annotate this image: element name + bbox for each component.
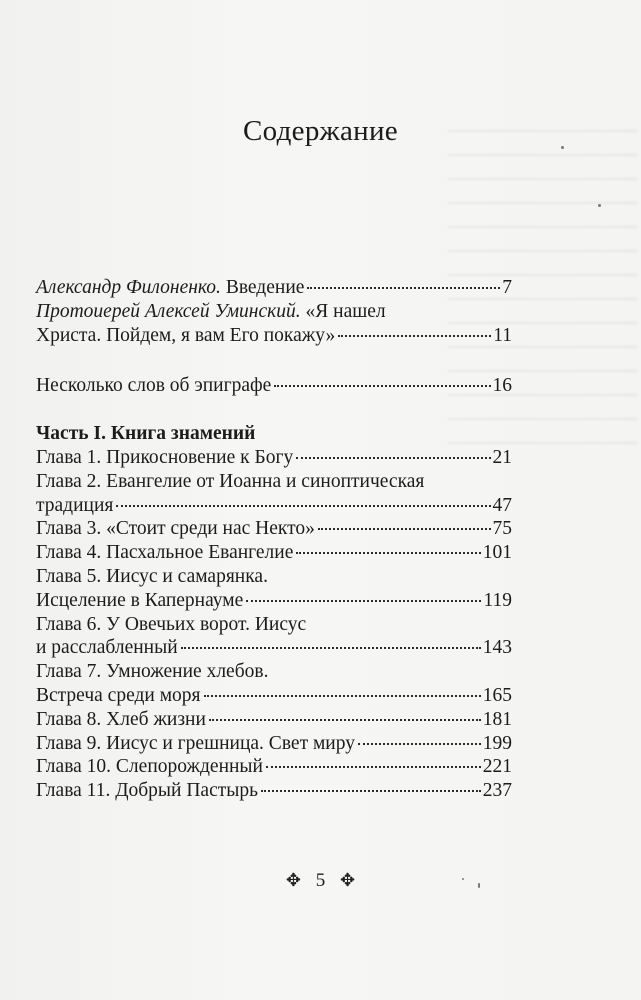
toc-entry-chapter-7-line2[interactable] [36, 684, 512, 708]
page-title: Содержание [243, 115, 398, 147]
entry-page: 75 [492, 518, 512, 540]
entry-title: Встреча среди моря [36, 684, 201, 706]
entry-title: Глава 5. Иисус и самарянка. [36, 565, 268, 587]
dot-leader [209, 719, 481, 721]
entry-title: Глава 8. Хлеб жизни [36, 708, 206, 730]
dot-leader [358, 743, 481, 745]
dot-leader [307, 287, 500, 289]
dot-leader [116, 505, 490, 507]
toc-entry-chapter-5-line1[interactable] [36, 565, 512, 589]
dot-leader [261, 790, 481, 792]
entry-title: Глава 1. Прикосновение к Богу [36, 446, 294, 468]
dot-leader [274, 385, 490, 387]
entry-page: 11 [493, 324, 512, 346]
toc-entry-chapter-4[interactable] [36, 541, 512, 565]
entry-page: 199 [482, 732, 512, 754]
toc-entry-chapter-8[interactable] [36, 708, 512, 732]
entry-page: 221 [482, 756, 512, 778]
entry-title: и расслабленный [36, 637, 178, 659]
ornament-left-icon: ✥ [285, 870, 301, 890]
part-heading: Часть I. Книга знамений [36, 423, 256, 445]
page-number: 5 [315, 870, 326, 891]
toc-entry-umninsky-line2[interactable] [36, 324, 512, 348]
entry-title: традиция [36, 494, 114, 516]
dot-leader [266, 766, 481, 768]
entry-title: Несколько слов об эпиграфе [36, 375, 272, 397]
toc-entry-chapter-10[interactable] [36, 755, 512, 779]
entry-title: «Я нашел [305, 300, 386, 322]
toc-entry-chapter-6-line2[interactable] [36, 636, 512, 660]
toc-entry-chapter-2-line1[interactable] [36, 470, 512, 494]
toc-entry-chapter-5-line2[interactable] [36, 589, 512, 613]
entry-title: Глава 2. Евангелие от Иоанна и синоптическая [36, 470, 425, 492]
entry-page: 16 [492, 375, 512, 397]
entry-page: 119 [483, 589, 512, 611]
toc-entry-chapter-11[interactable] [36, 779, 512, 803]
entry-page: 7 [502, 277, 512, 298]
entry-title: Глава 6. У Овечьих ворот. Иисус [36, 613, 307, 635]
entry-title: Глава 11. Добрый Пастырь [36, 780, 258, 802]
entry-title: Введение [225, 277, 305, 298]
dot-leader [296, 457, 490, 459]
entry-title: Глава 4. Пасхальное Евангелие [36, 542, 294, 564]
entry-page: 101 [482, 542, 512, 564]
dot-leader [246, 600, 481, 602]
entry-page: 21 [492, 446, 512, 468]
paper-speck [598, 204, 601, 207]
entry-title: Глава 3. «Стоит среди нас Некто» [36, 518, 315, 540]
toc-entry-intro[interactable] [36, 276, 512, 300]
toc-entry-chapter-3[interactable] [36, 517, 512, 541]
entry-author: Александр Филоненко. [36, 277, 221, 298]
toc-entry-chapter-7-line1[interactable] [36, 660, 512, 684]
dot-leader [181, 647, 481, 649]
entry-title: Христа. Пойдем, я вам Его покажу» [36, 324, 336, 346]
entry-page: 165 [482, 684, 512, 706]
toc-entry-chapter-9[interactable] [36, 732, 512, 756]
entry-title: Глава 9. Иисус и грешница. Свет миру [36, 732, 355, 754]
toc-entry-chapter-1[interactable] [36, 446, 512, 470]
dot-leader [296, 552, 480, 554]
entry-title: Глава 7. Умножение хлебов. [36, 661, 269, 683]
page-footer [0, 870, 641, 892]
entry-author: Протоиерей Алексей Уминский. [36, 300, 301, 322]
toc-entry-epigraph[interactable] [36, 374, 512, 398]
toc-entry-chapter-2-line2[interactable] [36, 494, 512, 518]
dot-leader [338, 335, 491, 337]
entry-page: 237 [482, 780, 512, 802]
entry-page: 143 [482, 637, 512, 659]
entry-page: 47 [492, 494, 512, 516]
entry-title: Исцеление в Капернауме [36, 589, 244, 611]
toc-entry-chapter-6-line1[interactable] [36, 613, 512, 637]
dot-leader [318, 528, 491, 530]
entry-title: Глава 10. Слепорожденный [36, 756, 263, 778]
ornament-right-icon: ✥ [340, 870, 356, 890]
toc-entry-umninsky-line1[interactable] [36, 300, 512, 324]
entry-page: 181 [482, 708, 512, 730]
dot-leader [204, 695, 481, 697]
table-of-contents [36, 276, 512, 803]
